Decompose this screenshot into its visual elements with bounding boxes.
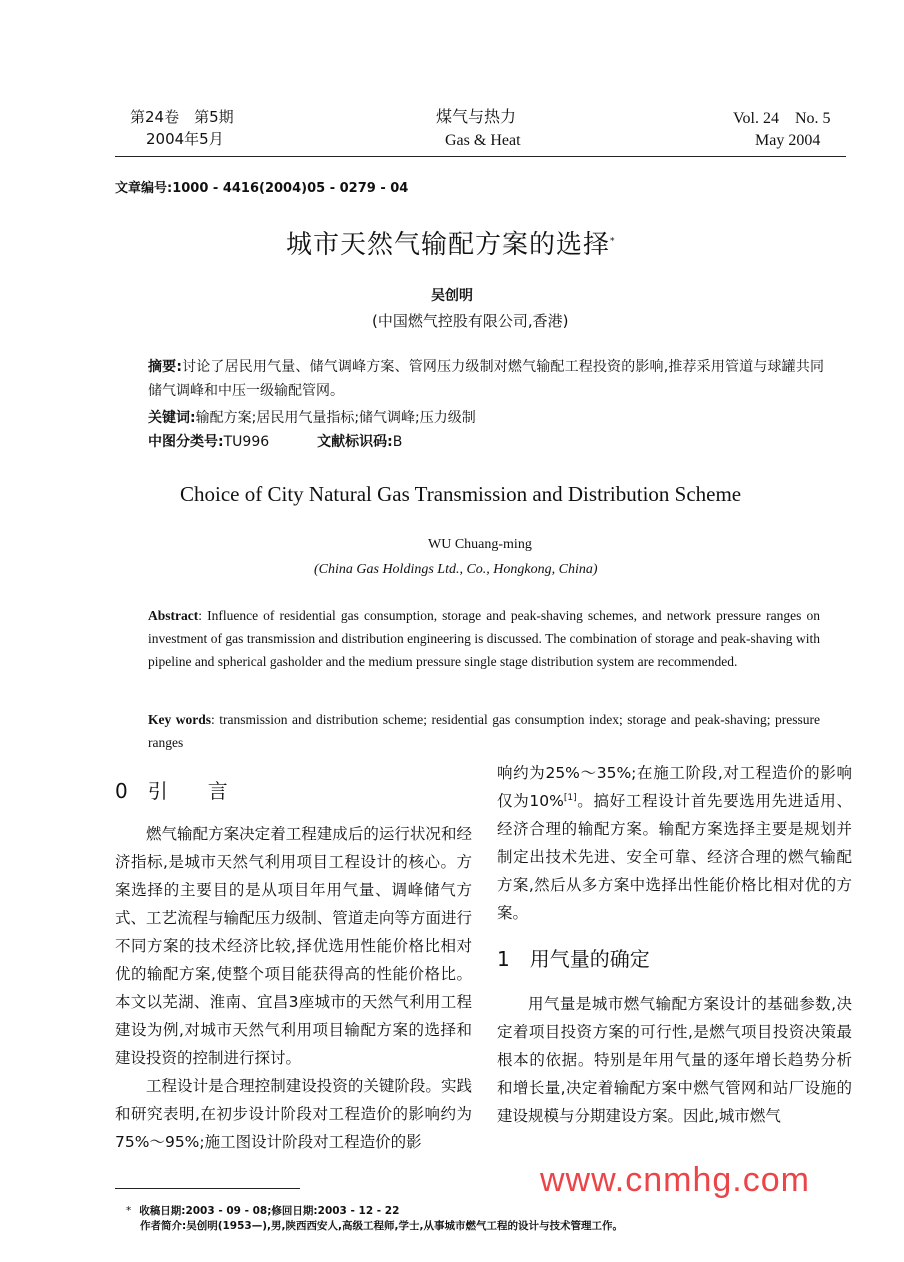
journal-name-cn: 煤气与热力 [436,107,517,126]
reference-citation[interactable]: [1] [563,792,577,803]
title-en: Choice of City Natural Gas Transmission and Distribution Scheme [180,482,742,506]
section-1-heading: 1 用气量的确定 [497,947,650,971]
keywords-en-label: Key words [148,712,212,727]
section-1-body [497,990,852,1130]
footnote-rule [115,1188,300,1189]
right-column [497,759,852,927]
section-0-paragraph-2: 工程设计是合理控制建设投资的关键阶段。实践和研究表明,在初步设计阶段对工程造价的影响约为75%～95%;施工图设计阶段对工程造价的影 [115,1077,472,1151]
continued-text-b: 。搞好工程设计首先要选用先进适用、经济合理的输配方案。输配方案选择主要是规划并制定出技术先进、安全可靠、经济合理的燃气输配方案,然后从多方案中选择出性能价格比相对优的方案。 [497,792,852,922]
doc-code-value: B [392,434,403,450]
keywords-en [148,708,820,754]
keywords-cn [148,408,476,428]
abstract-cn-label: 摘要: [148,359,182,375]
date-en: May 2004 [755,132,821,149]
volume-issue-cn: 第24卷 第5期 [130,108,234,126]
author-en: WU Chuang-ming [428,537,532,552]
footnote-mark: * [126,1205,132,1217]
title-footnote-mark: * [610,236,616,247]
abstract-en-label: Abstract [148,608,199,623]
title-cn [286,224,616,261]
section-1-paragraph-1: 用气量是城市燃气输配方案设计的基础参数,决定着项目投资方案的可行性,是燃气项目投资决策最根本的依据。特别是年用气量的逐年增长趋势分析和增长量,决定着输配方案中燃气管网和站厂设施的建设规模与分期建设方案。因此,城市燃气 [497,995,852,1125]
section-0-paragraph-1: 燃气输配方案决定着工程建成后的运行状况和经济指标,是城市天然气利用项目工程设计的核心。方案选择的主要目的是从项目年用气量、调峰储气方式、工艺流程与输配压力级制、管道走向等方面进行不同方案的技术经济比较,择优选用性能价格比相对优的输配方案,使整个项目能获得高的性能价格比。本文以芜湖、淮南、宜昌3座城市的天然气利用工程建设为例,对城市天然气利用项目输配方案的选择和建设投资的控制进行探讨。 [115,825,472,1067]
date-cn: 2004年5月 [146,130,224,148]
title-cn-text: 城市天然气输配方案的选择 [286,230,611,260]
keywords-cn-label: 关键词: [148,410,196,426]
watermark: www.cnmhg.com [540,1161,810,1199]
left-column [115,820,472,1156]
footnote-author-bio: 作者简介:吴创明(1953—),男,陕西西安人,高级工程师,学士,从事城市燃气工程的设计与技术管理工作。 [140,1220,623,1232]
classification-label: 中图分类号: [148,434,224,450]
journal-name-en: Gas & Heat [445,132,521,149]
continued-text-a: 响约为25%～35%;在施工阶段,对工程造价的影响仅为10% [497,764,852,810]
section-0-heading: 0 引 言 [115,779,228,803]
volume-issue-en: Vol. 24 No. 5 [733,110,831,127]
affiliation-cn: (中国燃气控股有限公司,香港) [372,312,569,330]
header-rule [115,156,846,157]
abstract-cn [148,355,824,403]
author-cn: 吴创明 [431,288,473,304]
footnote [126,1204,623,1234]
doc-code-label: 文献标识码: [317,434,393,450]
article-number: 文章编号:1000 - 4416(2004)05 - 0279 - 04 [115,181,409,196]
footnote-dates-text: 收稿日期:2003 - 09 - 08;修回日期:2003 - 12 - 22 [139,1205,400,1217]
footnote-dates [126,1204,623,1219]
keywords-cn-text: 输配方案;居民用气量指标;储气调峰;压力级制 [195,410,476,426]
affiliation-en: (China Gas Holdings Ltd., Co., Hongkong, China) [314,562,598,577]
abstract-en [148,604,820,673]
abstract-en-text: : Influence of residential gas consumption, storage and peak-shaving schemes, and network pressure ranges on investment of gas transmission and distribution engineering is discussed. The combination of storage and peak-shaving with pipeline and spherical gasholder and the medium pressure single stage distribution system are recommended. [148,608,820,669]
keywords-en-text: : transmission and distribution scheme; residential gas consumption index; storage and peak-shaving; pressure ranges [148,712,820,750]
classification-value: TU996 [223,434,270,450]
abstract-cn-text: 讨论了居民用气量、储气调峰方案、管网压力级制对燃气输配工程投资的影响,推荐采用管道与球罐共同储气调峰和中压一级输配管网。 [148,359,824,399]
section-0-paragraph-2-continued [497,759,852,927]
classification [148,432,402,452]
